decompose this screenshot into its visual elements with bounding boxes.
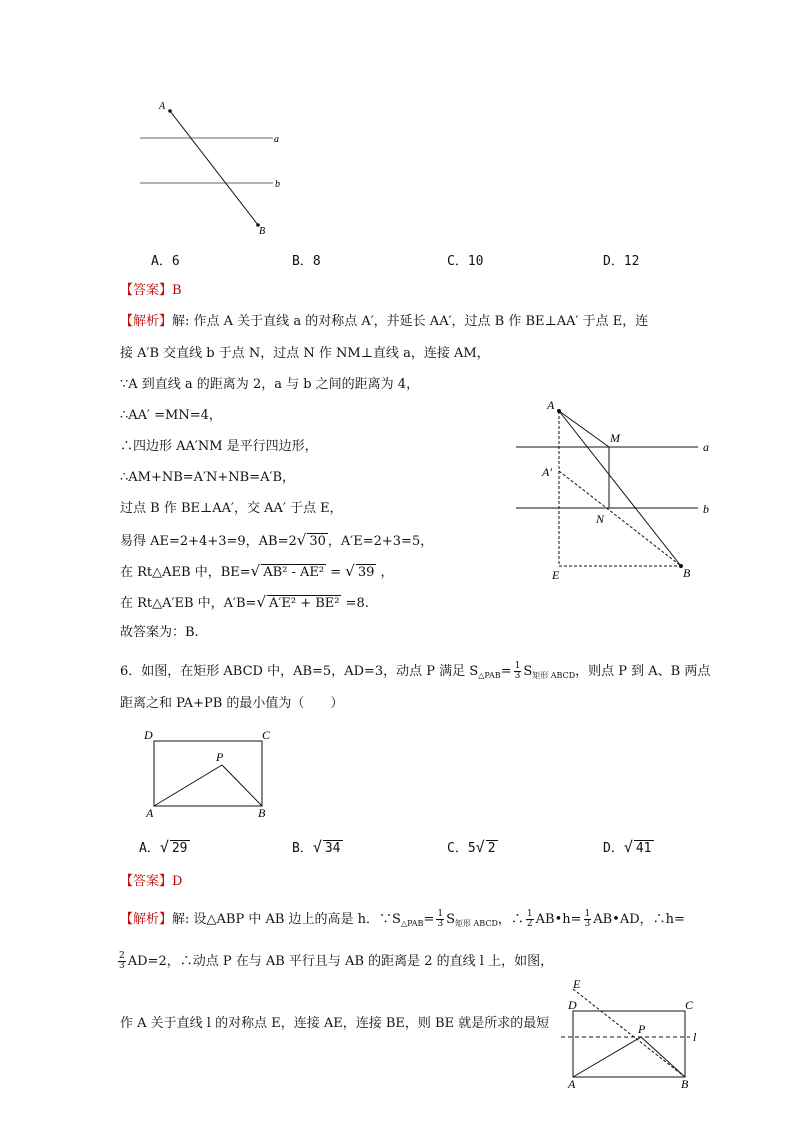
label-N: N [596,512,605,526]
label-a: a [274,134,279,145]
label-a: a [703,440,709,454]
label-b: b [275,179,280,190]
analysis-6-figure [555,975,725,1093]
q5-figure [130,95,300,240]
analysis-5-line7: 过点 B 作 BE⊥AA′，交 AA′ 于点 E， [120,501,343,516]
answer-tag: 【答案】 [120,874,173,889]
analysis-5-line2: 接 A′B 交直线 b 于点 N，过点 N 作 NM⊥直线 a，连接 AM， [120,346,490,361]
q6-line2: 距离之和 PA+PB 的最小值为（ ） [120,696,344,711]
q6-option-a: A．√ 29 [139,838,188,856]
q6-figure [140,725,280,820]
label-B: B [259,226,266,237]
label-P: P [216,750,224,764]
label-D: D [144,728,153,742]
analysis-5-conclusion: 故答案为：B. [120,625,199,640]
label-P: P [638,1022,646,1036]
analysis-6-line1: 【解析】解: 设△ABP 中 AB 边上的高是 h．$\because S_{\triangle PAB}=$ $\frac{1}{3}$ $S_{矩形 ABCD}$，∴ $\frac{1}{2}$ AB•h= $\frac{1}{3}$ AB•AD，∴h= [120,909,685,929]
q5-option-a: A．6 [151,254,180,269]
analysis-5-line6: ∴AM+NB=A′N+NB=A′B， [120,470,296,485]
analysis-tag: 【解析】 [120,912,173,927]
label-B: B [681,1077,689,1091]
analysis-5-line5: ∴四边形 AA′NM 是平行四边形， [120,439,318,454]
q6-option-b: B．√ 34 [292,838,341,856]
segment-ab [170,111,258,225]
analysis-5-figure [510,395,730,590]
q6-option-d: D．√ 41 [603,838,652,856]
analysis-6-line3: 作 A 关于直线 l 的对称点 E，连接 AE，连接 BE，则 BE 就是所求的最短 [120,1016,550,1031]
q5-option-c: C．10 [447,254,484,269]
q5-option-b: B．8 [292,254,321,269]
label-A-prime: A′ [542,465,552,479]
analysis-tag: 【解析】 [120,314,173,329]
label-A: A [547,398,555,412]
label-C: C [685,998,694,1012]
label-E: E [573,977,581,991]
answer-value: D [172,874,183,889]
answer-value: B [172,283,182,298]
label-A: A [159,101,166,112]
label-B: B [258,806,266,820]
analysis-5-line3: ∵A 到直线 a 的距离为 2，a 与 b 之间的距离为 4， [120,377,420,392]
answer-5 [120,283,182,299]
label-A: A [568,1077,576,1091]
analysis-5-line8: 易得 AE=2+4+3=9，AB=2√ 30 ，A′E=2+3=5， [120,531,434,549]
answer-tag: 【答案】 [120,283,173,298]
label-C: C [262,728,271,742]
label-D: D [568,998,577,1012]
label-l: l [693,1030,697,1044]
q6-line1: 6．如图，在矩形 ABCD 中，AB=5，AD=3，动点 P 满足 $S_{\triangle PAB}=$ $\frac{1}{3}$ $S_{矩形 ABCD}$，则点 P 到 A、B 两点 [120,661,711,681]
answer-6 [120,874,182,890]
q5-option-d: D．12 [603,254,640,269]
analysis-5-line1: 【解析】解: 作点 A 关于直线 a 的对称点 A′，并延长 AA′，过点 B 作 BE⊥AA′ 于点 E，连 [120,314,649,329]
label-b: b [703,502,709,516]
q6-option-c: C．5√ 2 [447,838,496,856]
label-M: M [610,431,620,445]
label-B: B [683,566,691,580]
analysis-5-line10: 在 Rt△A′EB 中，A′B=√ A′E² + BE² =8. [120,593,369,611]
label-E: E [552,568,560,582]
label-A: A [146,806,154,820]
analysis-5-line9: 在 Rt△AEB 中，BE=√ AB² - AE² = √ 39 ， [120,562,394,580]
analysis-5-line4: ∴AA′ =MN=4， [120,408,222,423]
analysis-6-line2: $\frac{2}{3}$ AD=2，∴动点 P 在与 AB 平行且与 AB 的距离是 2 的直线 l 上，如图， [119,951,554,971]
